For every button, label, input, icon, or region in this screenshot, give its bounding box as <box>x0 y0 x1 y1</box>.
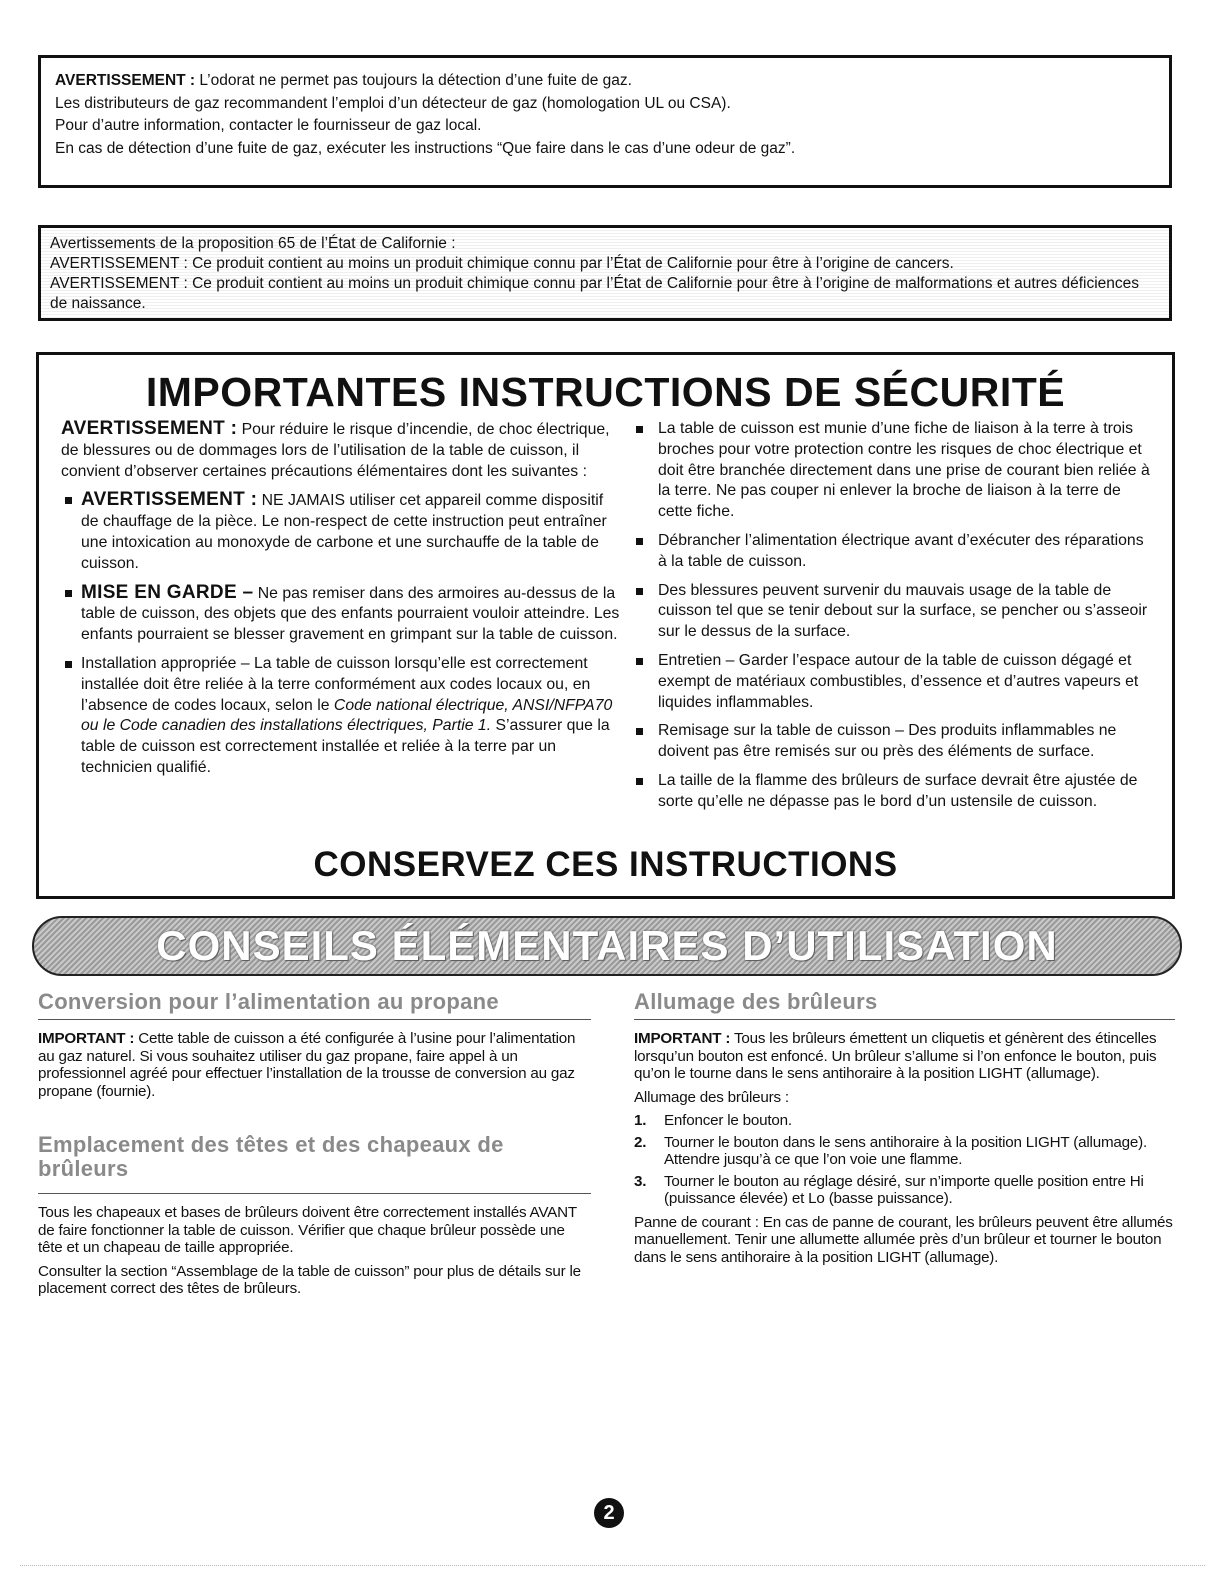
ignition-steps <box>634 1112 1175 1208</box>
safety-left-column <box>61 419 621 787</box>
prop65-warning-box <box>38 225 1172 321</box>
list-item <box>622 581 1154 643</box>
page-number: 2 <box>594 1498 624 1528</box>
ignition-lead: IMPORTANT : <box>634 1030 731 1047</box>
ignition-body <box>634 1030 1175 1272</box>
bottom-divider <box>20 1565 1205 1566</box>
propane-body <box>38 1030 591 1106</box>
list-item <box>622 651 1154 713</box>
ignition-title: Allumage des brûleurs <box>634 989 878 1014</box>
bullet-icon <box>636 778 643 785</box>
step-number: 2. <box>634 1133 647 1151</box>
gas-warning-line-3: Pour d’autre information, contacter le fournisseur de gaz local. <box>55 117 482 134</box>
burner-heads-paragraph-1: Tous les chapeaux et bases de brûleurs doivent être correctement installés AVANT de faire fonctionner la table de cuisson. Vérifier que chaque brûleur possède une tête et un chapeau de taille appropriée. <box>38 1204 577 1256</box>
item-text: La taille de la flamme des brûleurs de surface devrait être ajustée de sorte qu’elle ne dépasse pas le bord d’un ustensile de cuisson. <box>658 771 1138 810</box>
gas-warning-line-4: En cas de détection d’une fuite de gaz, exécuter les instructions “Que faire dans le cas d’une odeur de gaz”. <box>55 139 796 157</box>
list-item <box>622 531 1154 573</box>
gas-warning-box <box>38 55 1172 188</box>
prop65-line-2: AVERTISSEMENT : Ce produit contient au moins un produit chimique connu par l’État de Californie pour être à l’origine de cancers. <box>50 255 954 272</box>
gas-warning-lead: AVERTISSEMENT : <box>55 72 196 89</box>
list-item <box>634 1173 1175 1208</box>
item-text: Entretien – Garder l’espace autour de la table de cuisson dégagé et exempt de matériaux combustibles, d’essence et d’autres vapeurs et liquides inflammables. <box>658 651 1139 711</box>
propane-text: Cette table de cuisson a été configurée à l’usine pour l’alimentation au gaz naturel. Si vous souhaitez utiliser du gaz propane, faire appel à un professionnel agréé pour effectuer l’installation de la trousse de conversion au gaz propane (fournie). <box>38 1030 576 1100</box>
step-number: 1. <box>634 1112 647 1129</box>
step-number: 3. <box>634 1172 647 1190</box>
list-item <box>634 1112 1175 1130</box>
ignition-divider <box>634 1019 1175 1020</box>
item-text: Installation appropriée – La table de cuisson lorsqu’elle est correctement installée doit être reliée à la terre conformément aux codes locaux ou, en l’absence de codes locaux, selon le <box>81 654 591 714</box>
item-text: Des blessures peuvent survenir du mauvais usage de la table de cuisson tel que se tenir debout sur la surface, se pencher ou s’asseoir sur le dessus de la surface. <box>658 581 1148 641</box>
list-item <box>634 1134 1175 1169</box>
prop65-line-3: AVERTISSEMENT : Ce produit contient au moins un produit chimique connu par l’État de Californie pour être à l’origine de malformations et autres déficiences de naissance. <box>50 275 1140 312</box>
ignition-paragraph <box>634 1030 1175 1083</box>
prop65-line-1: Avertissements de la proposition 65 de l’État de Californie : <box>50 235 456 252</box>
bullet-icon <box>65 661 72 668</box>
safety-right-list <box>622 419 1154 813</box>
burner-heads-divider <box>38 1193 591 1194</box>
safety-footer: CONSERVEZ CES INSTRUCTIONS <box>313 845 898 884</box>
safety-instructions-box <box>36 352 1175 899</box>
list-item <box>622 721 1154 763</box>
safety-intro-lead: AVERTISSEMENT : <box>61 418 238 439</box>
item-lead: AVERTISSEMENT : <box>81 489 258 511</box>
safety-intro-text: Pour réduire le risque d’incendie, de choc électrique, de blessures ou de dommages lors de l’utilisation de la table de cuisson, il convient d’observer certaines précautions élémentaires dont les suivantes : <box>61 421 610 480</box>
bullet-icon <box>65 590 72 597</box>
burner-heads-title: Emplacement des têtes et des chapeaux de brûleurs <box>38 1132 504 1181</box>
item-italic: Code national électrique, ANSI/NFPA70 ou le Code canadien des installations électriques, Partie 1. <box>81 696 613 735</box>
step-text: Enfoncer le bouton. <box>664 1112 792 1129</box>
item-text: Ne pas remiser dans des armoires au-dessus de la table de cuisson, des objets que des enfants pourraient vouloir atteindre. Les enfants pourraient se blesser gravement en grimpant sur la table de cuisson. <box>81 584 620 644</box>
list-item <box>61 583 621 646</box>
gas-warning-text-1: L’odorat ne permet pas toujours la détection d’une fuite de gaz. <box>195 72 632 89</box>
propane-paragraph <box>38 1030 591 1100</box>
propane-title: Conversion pour l’alimentation au propane <box>38 989 499 1014</box>
power-outage-paragraph: Panne de courant : En cas de panne de courant, les brûleurs peuvent être allumés manuellement. Tenir une allumette allumée près d’un brûleur et tourner le bouton dans le sens antihoraire à la position LIGHT (allumage). <box>634 1213 1173 1266</box>
gas-warning-line-2: Les distributeurs de gaz recommandent l’emploi d’un détecteur de gaz (homologation UL ou CSA). <box>55 94 731 112</box>
list-item <box>61 654 621 779</box>
ignition-subheading: Allumage des brûleurs : <box>634 1088 789 1106</box>
propane-lead: IMPORTANT : <box>38 1030 135 1047</box>
bullet-icon <box>636 658 643 665</box>
list-item <box>622 771 1154 813</box>
banner-title: CONSEILS ÉLÉMENTAIRES D’UTILISATION <box>156 922 1058 969</box>
item-text-end: S’assurer que la table de cuisson est correctement installée et reliée à la terre par un technicien qualifié. <box>81 717 610 776</box>
bullet-icon <box>636 538 643 545</box>
ignition-text: Tous les brûleurs émettent un cliquetis et génèrent des étincelles lorsqu’un bouton est enfoncé. Un brûleur s’allume si l’on enfonce le bouton, puis qu’on le tourne dans le sens antihoraire à la position LIGHT (allumage). <box>634 1030 1157 1082</box>
safety-right-column <box>622 419 1154 821</box>
step-text: Tourner le bouton au réglage désiré, sur n’importe quelle position entre Hi (puissance élevée) et Lo (basse puissance). <box>664 1172 1144 1207</box>
bullet-icon <box>636 426 643 433</box>
burner-heads-body <box>38 1204 591 1304</box>
safety-title: IMPORTANTES INSTRUCTIONS DE SÉCURITÉ <box>145 369 1066 415</box>
gas-warning-line-1 <box>55 70 1155 93</box>
bullet-icon <box>636 728 643 735</box>
item-text: Débrancher l’alimentation électrique avant d’exécuter des réparations à la table de cuisson. <box>658 531 1144 570</box>
list-item <box>61 490 621 574</box>
burner-heads-paragraph-2: Consulter la section “Assemblage de la table de cuisson” pour plus de détails sur le placement correct des têtes de brûleurs. <box>38 1262 581 1297</box>
safety-intro <box>61 419 621 482</box>
bullet-icon <box>65 497 72 504</box>
list-item <box>622 419 1154 523</box>
item-text: Remisage sur la table de cuisson – Des produits inflammables ne doivent pas être remisés sur ou près des éléments de surface. <box>658 722 1117 761</box>
propane-divider <box>38 1019 591 1020</box>
section-banner <box>32 916 1182 976</box>
item-lead: MISE EN GARDE – <box>81 581 254 603</box>
bullet-icon <box>636 588 643 595</box>
step-text: Tourner le bouton dans le sens antihoraire à la position LIGHT (allumage). Attendre jusqu’à ce que l’on voie une flamme. <box>664 1133 1148 1168</box>
safety-left-list <box>61 490 621 778</box>
item-text: La table de cuisson est munie d’une fiche de liaison à la terre à trois broches pour votre protection contre les risques de choc électrique et doit être branchée directement dans une prise de courant bien reliée à la terre. Ne pas couper ni enlever la broche de liaison à la terre de cette fiche. <box>658 420 1150 521</box>
item-text: NE JAMAIS utiliser cet appareil comme dispositif de chauffage de la pièce. Le non-respect de cette instruction peut entraîner une intoxication au monoxyde de carbone et une surchauffe de la table de cuisson. <box>81 492 607 572</box>
